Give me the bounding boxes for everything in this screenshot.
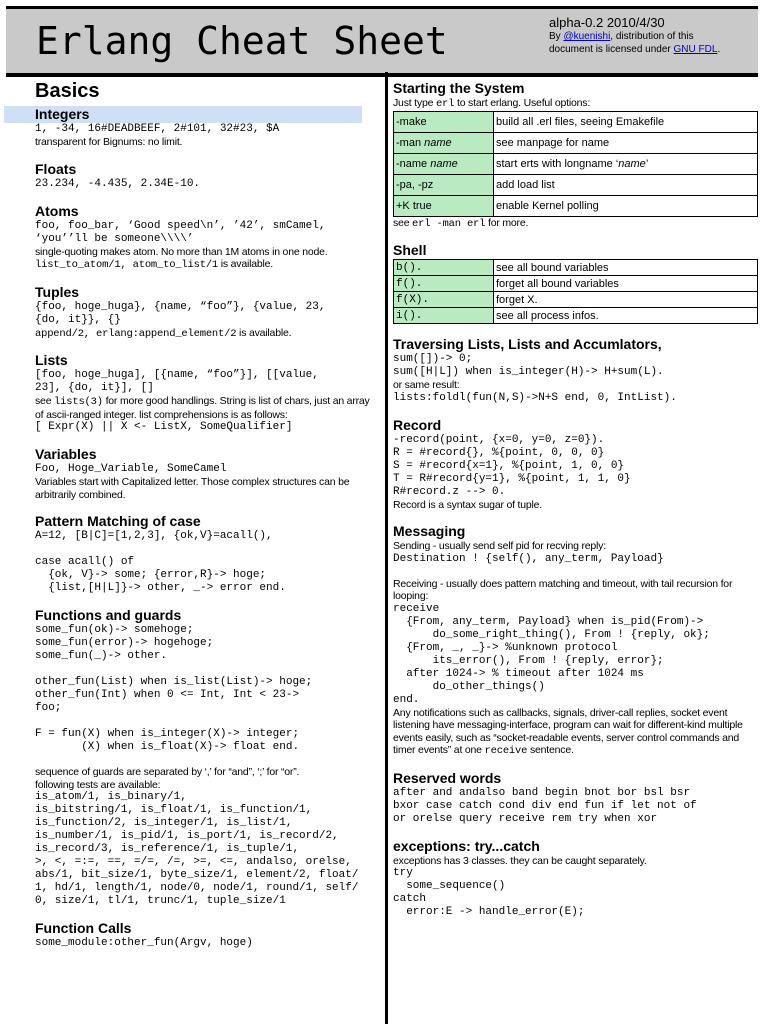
shell-command: f(). [394,276,494,292]
foldl-code: lists:foldl(fun(N,S)->N+S end, 0, IntList). [393,391,677,404]
sending-code: Destination ! {self(), any_term, Payload} [393,552,664,565]
shell-desc: forget X. [494,292,758,308]
reserved-code: after and andalso band begin bnot bor bsl bsr bxor case catch cond div end fun if let not of or orelse query receive rem try when xor [393,786,697,825]
atoms-code: foo, foo_bar, ‘Good speed\n’, ’42’, smCamel, ‘you’’ll be someone\\\\’ [35,219,326,245]
sending-note: Sending - usually send self pid for recving reply: [393,540,606,552]
record-code: -record(point, {x=0, y=0, z=0}). R = #record{}, %{point, 0, 0, 0} S = #record{x=1}, %{point, 1, 0, 0} T = R#record{y=1}, %{point, 1, 1, 0} R#record.z --> 0. [393,433,631,498]
banner-meta [549,15,754,56]
lists-heading: Lists [35,352,68,368]
license-line [549,30,754,56]
shell-table [393,259,758,324]
atoms-note: single-quoting makes atom. No more than 1M atoms in one node. [35,245,328,258]
receive-keyword: receive [484,745,528,757]
exceptions-heading: exceptions: try...catch [393,837,540,854]
tuples-section [35,284,380,341]
starting-after [393,217,763,231]
integers-heading: Integers [4,106,362,123]
license-text-1: , distribution of this [610,31,694,42]
atoms-section [35,203,380,272]
notifications-note [393,707,763,758]
option-key: -make [394,111,494,132]
lists-man: lists(3) [54,396,103,408]
reserved-heading: Reserved words [393,769,502,786]
option-desc: build all .erl files, seeing Emakefile [494,111,758,132]
option-desc: enable Kernel polling [494,195,758,216]
receiving-note: Receiving - usually does pattern matching and timeout, with tail recursion for looping: [393,577,733,602]
messaging-heading: Messaging [393,523,466,539]
notifications-note-a: Any notifications such as callbacks, signals, driver-call replies, socket event listening have messaging-interface, program can wait for different-kind multiple events easily, such as “socket-readable events, server control commands and timer events” at one [393,706,743,756]
variables-note: Variables start with Capitalized letter. Those complex structures can be arbitrarily combined. [35,476,350,501]
record-heading: Record [393,416,442,433]
receive-code: receive {From, any_term, Payload} when is_pid(From)-> do_some_right_thing(), From ! {reply, ok}; {From, _, _}-> %unknown protocol its_error(), From ! {reply, error}; after 1024-> % timeout after 1024 ms do_other_things() end. [393,602,710,706]
lists-note-a: see [35,395,55,407]
option-desc-arg: name [618,157,646,170]
variables-heading: Variables [35,446,97,462]
option-key [394,132,494,153]
functions-section [35,607,380,908]
table-row [394,276,758,292]
lists-note-b: for more good handlings. String is list of chars, just an array of ascii-ranged integer. list comprehensions is as follows: [35,395,370,421]
table-row [394,111,758,132]
left-column [35,80,380,962]
option-key-arg: name [430,157,458,170]
table-row [394,174,758,195]
option-key: +K true [394,195,494,216]
traversing-code: sum([])-> 0; sum([H|L]) when is_integer(H)-> H+sum(L). [393,353,664,378]
table-row [394,132,758,153]
reserved-section [393,770,763,826]
shell-desc: see all bound variables [494,260,758,276]
traversing-heading: Traversing Lists, Lists and Accumlators, [393,336,662,352]
functions-heading: Functions and guards [35,607,182,623]
starting-intro [393,97,763,111]
calls-section [35,920,380,950]
variables-code: Foo, Hoge_Variable, SomeCamel [35,463,227,475]
title-banner [6,6,758,77]
floats-section [35,161,380,191]
option-desc: see manpage for name [494,132,758,153]
tuples-code: {foo, hoge_huga}, {name, “foo”}, {value, 23, {do, it}}, {} [35,300,326,326]
option-desc: add load list [494,174,758,195]
integers-note: transparent for Bignums: no limit. [35,136,183,148]
starting-intro-b: to start erlang. Useful options: [454,97,591,109]
calls-heading: Function Calls [35,920,132,936]
by-prefix: By [549,31,564,42]
shell-section [393,242,763,324]
shell-heading: Shell [393,242,427,258]
right-column [393,80,763,931]
tuples-note-text: is available. [236,326,292,339]
atoms-note-2-text: is available. [218,258,274,270]
pattern-code: A=12, [B|C]=[1,2,3], {ok,V}=acall(), case acall() of {ok, V}-> some; {error,R}-> hoge; {list,[H|L]}-> other, _-> error end. [35,530,286,594]
shell-command: i(). [394,308,494,324]
author-link[interactable]: @kuenishi [563,31,611,42]
record-note: Record is a syntax sugar of tuple. [393,498,543,511]
option-key [394,153,494,174]
shell-desc: forget all bound variables [494,276,758,292]
starting-heading: Starting the System [393,80,525,96]
notifications-note-b: sentence. [527,744,574,756]
shell-command: f(X). [394,292,494,308]
variables-section [35,446,380,501]
option-key: -pa, -pz [394,174,494,195]
table-row [394,308,758,324]
list-comprehension-code: [ Expr(X) || X <- ListX, SomeQualifier] [35,421,293,433]
option-desc [494,153,758,174]
options-table [393,111,758,217]
erl-man-command: erl -man erl [412,217,486,230]
messaging-section [393,523,763,758]
option-key-text: -man [396,136,425,149]
option-key-arg: name [424,136,452,149]
tuples-note [35,327,380,341]
license-text-2: document is licensed under [549,44,674,55]
traversing-section [393,336,763,405]
starting-intro-a: Just type [393,97,436,109]
pattern-section [35,513,380,595]
basics-heading: Basics [35,80,100,102]
functions-code: some_fun(ok)-> somehoge; some_fun(error)-> hogehoge; some_fun(_)-> other. other_fun(List) when is_list(List)-> hoge; other_fun(Int) when 0 <= Int, Int < 23-> foo; F = fun(X) when is_integer(X)-> integer; (X) when is_float(X)-> float end. [35,624,313,753]
table-row [394,260,758,276]
page-title: Erlang Cheat Sheet [36,19,448,63]
lists-note [35,395,380,421]
atoms-note-2 [35,258,380,272]
tuples-heading: Tuples [35,283,80,300]
calls-code: some_module:other_fun(Argv, hoge) [35,937,253,949]
tuples-funcs: append/2, erlang:append_element/2 [35,327,237,340]
option-key-text: -name [396,157,431,170]
erl-command: erl [435,98,455,110]
guards-tests-code: is_atom/1, is_binary/1, is_bitstring/1, is_float/1, is_function/1, is_function/2, is_integer/1, is_list/1, is_number/1, is_pid/1, is_port/1, is_record/2, is_record/3, is_reference/1, is_tuple/1, >, <, =:=, ==, =/=, /=, >=, <=, andalso, orelse, abs/1, bit_size/1, byte_size/1, element/2, float/ 1, hd/1, length/1, node/0, node/1, round/1, self/ 0, size/1, tl/1, trunc/1, tuple_size/1 [35,791,359,907]
license-end: . [717,44,721,55]
traversing-note: or same result: [393,379,460,391]
exceptions-section [393,838,763,920]
exceptions-code: try some_sequence() catch error:E -> handle_error(E); [393,867,585,918]
lists-code: [foo, hoge_huga], [{name, “foo”}], [[value, 23], {do, it}], [] [35,369,319,394]
pattern-heading: Pattern Matching of case [35,513,201,529]
atoms-funcs: list_to_atom/1, atom_to_list/1 [35,259,219,271]
shell-command: b(). [394,260,494,276]
guards-note: sequence of guards are separated by ‘,’ for “and”, ‘;’ for “or”. [35,766,300,778]
option-desc-end: ’ [645,157,649,170]
table-row [394,195,758,216]
starting-after-a: see [393,216,413,229]
exceptions-note: exceptions has 3 classes. they can be caught separately. [393,854,647,867]
starting-section [393,80,763,230]
option-desc-text: start erts with longname ‘ [496,157,619,170]
starting-after-b: for more. [485,216,529,229]
lists-section [35,352,380,434]
guards-tests-label: following tests are available: [35,778,161,791]
table-row [394,292,758,308]
license-link[interactable]: GNU FDL [673,44,718,55]
version-date: alpha-0.2 2010/4/30 [549,15,665,30]
atoms-heading: Atoms [35,202,79,219]
column-divider [385,72,388,1024]
record-section [393,417,763,512]
floats-code: 23.234, -4.435, 2.34E-10. [35,177,201,190]
shell-desc: see all process infos. [494,308,758,324]
floats-heading: Floats [35,160,77,177]
table-row [394,153,758,174]
integers-code: 1, -34, 16#DEADBEEF, 2#101, 32#23, $A [35,123,280,135]
integers-section [35,106,380,149]
